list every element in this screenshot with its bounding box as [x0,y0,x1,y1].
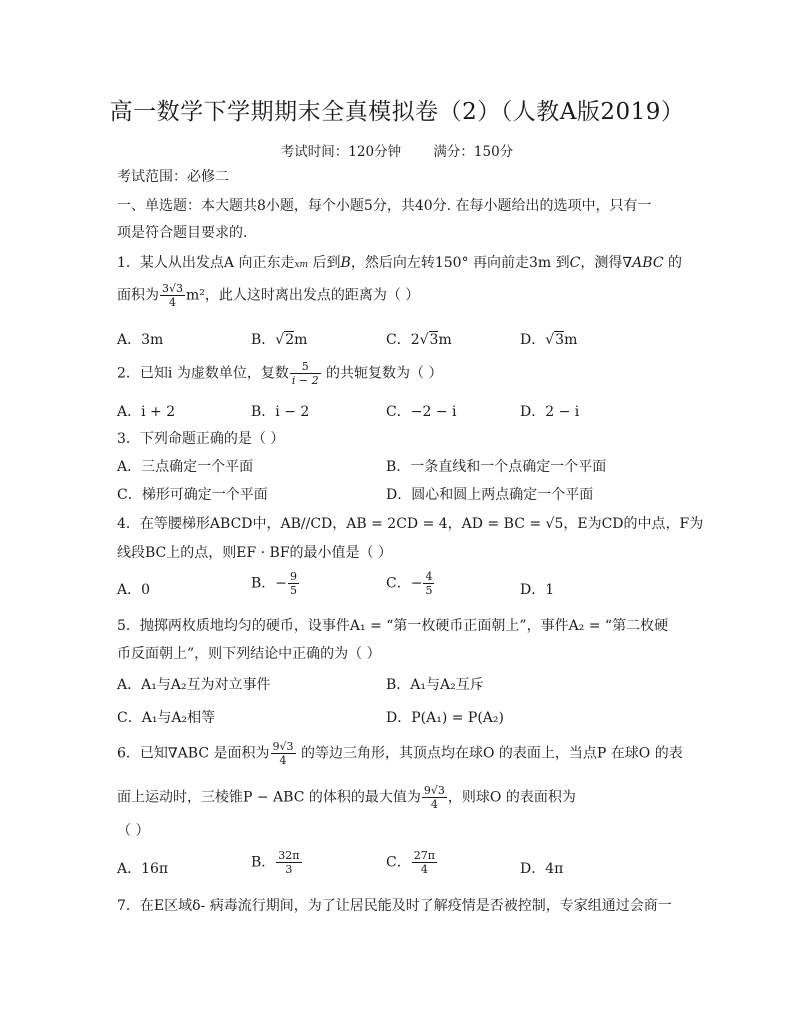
q3-stem: 3．下列命题正确的是（ ） [117,431,285,447]
q4-option-b[interactable]: B．− $\frac{9}{5}$ [251,570,298,597]
q3-option-a[interactable]: A．三点确定一个平面 [117,459,254,475]
q2-option-c[interactable]: C．−2 − i [386,404,457,420]
q2-stem: 2．已知i 为虚数单位，复数 $\frac{5}{i - 2}$ 的共轭复数为（ ） [117,360,443,387]
q6-option-b[interactable]: B． $\frac{32\pi}{3}$ [251,849,300,876]
q1-option-b[interactable]: B．√2m [251,332,308,348]
exam-score: 满分：150分 [433,144,514,160]
q4-stem-line2: 线段BC上的点，则EF · BF的最小值是（ ） [117,545,392,561]
q4-option-a[interactable]: A．0 [117,582,151,598]
q7-stem-line1: 7．在E区域δ- 病毒流行期间，为了让居民能及时了解疫情是否被控制，专家组通过会商一 [117,898,672,914]
q6-option-c[interactable]: C． $\frac{27\pi}{4}$ [386,849,435,876]
q4-stem-line1: 4．在等腰梯形ABCD中，AB//CD，AB = 2CD = 4，AD = BC = √5，E为CD的中点，F为 [117,516,704,532]
q5-option-d[interactable]: D．P(A₁) = P(A₂) [386,710,504,726]
q6-volume-fraction: $\frac{9√3}{4}$ [423,784,445,811]
q6-option-a[interactable]: A．16π [117,861,169,877]
q5-stem-line2: 币反面朝上”，则下列结论中正确的为（ ） [117,646,381,662]
q6-option-d[interactable]: D．4π [520,861,564,877]
q5-option-a[interactable]: A．A₁与A₂互为对立事件 [117,677,271,693]
exam-time: 考试时间：120分钟 [280,144,402,160]
q1-stem-line2: 面积为 $\frac{3√3}{4}$ m²，此人这时离出发点的距离为（ ） [117,282,420,309]
q1-stem-line1: 1．某人从出发点A 向正东走xm 后到B，然后向左转150° 再向前走3m 到C，测得∇ABC 的 [117,255,682,271]
q4-option-d[interactable]: D．1 [520,582,555,598]
q1-option-d[interactable]: D．√3m [520,332,578,348]
q3-option-c[interactable]: C．梯形可确定一个平面 [117,487,268,503]
q2-option-b[interactable]: B．i − 2 [251,404,310,420]
exam-scope: 考试范围：必修二 [117,169,229,185]
q1-option-a[interactable]: A．3m [117,332,164,348]
q3-option-d[interactable]: D．圆心和圆上两点确定一个平面 [386,487,594,503]
q2-fraction: $\frac{5}{i - 2}$ [291,360,319,387]
q5-option-b[interactable]: B．A₁与A₂互斥 [386,677,484,693]
q5-stem-line1: 5．抛掷两枚质地均匀的硬币，设事件A₁ = “第一枚硬币正面朝上”，事件A₂ = “第二枚硬 [117,618,669,634]
q1-option-c[interactable]: C．2√3m [386,332,452,348]
exam-info [0,140,794,160]
q3-option-b[interactable]: B．一条直线和一个点确定一个平面 [386,459,607,475]
q2-option-a[interactable]: A．i + 2 [117,404,176,420]
q6-area-fraction: $\frac{9√3}{4}$ [272,740,294,767]
section-heading-line2: 项是符合题目要求的. [117,225,248,241]
q6-stem-line1: 6．已知∇ABC 是面积为 $\frac{9√3}{4}$ 的等边三角形，其顶点均在球O 的表面上，当点P 在球O 的表 [117,740,683,767]
q2-option-d[interactable]: D．2 − i [520,404,580,420]
page-title: 高一数学下学期期末全真模拟卷（2）（人教A版2019） [109,99,685,125]
q4-option-c[interactable]: C．− $\frac{4}{5}$ [386,570,433,597]
q6-stem-line3: （ ） [117,823,150,839]
q6-stem-line2: 面上运动时，三棱锥P − ABC 的体积的最大值为 $\frac{9√3}{4}$ ，则球O 的表面积为 [117,784,576,811]
section-heading-line1: 一、单选题：本大题共8小题，每个小题5分，共40分. 在每小题给出的选项中，只有一 [117,198,652,214]
q5-option-c[interactable]: C．A₁与A₂相等 [117,710,216,726]
q1-area-fraction: $\frac{3√3}{4}$ [162,282,184,309]
